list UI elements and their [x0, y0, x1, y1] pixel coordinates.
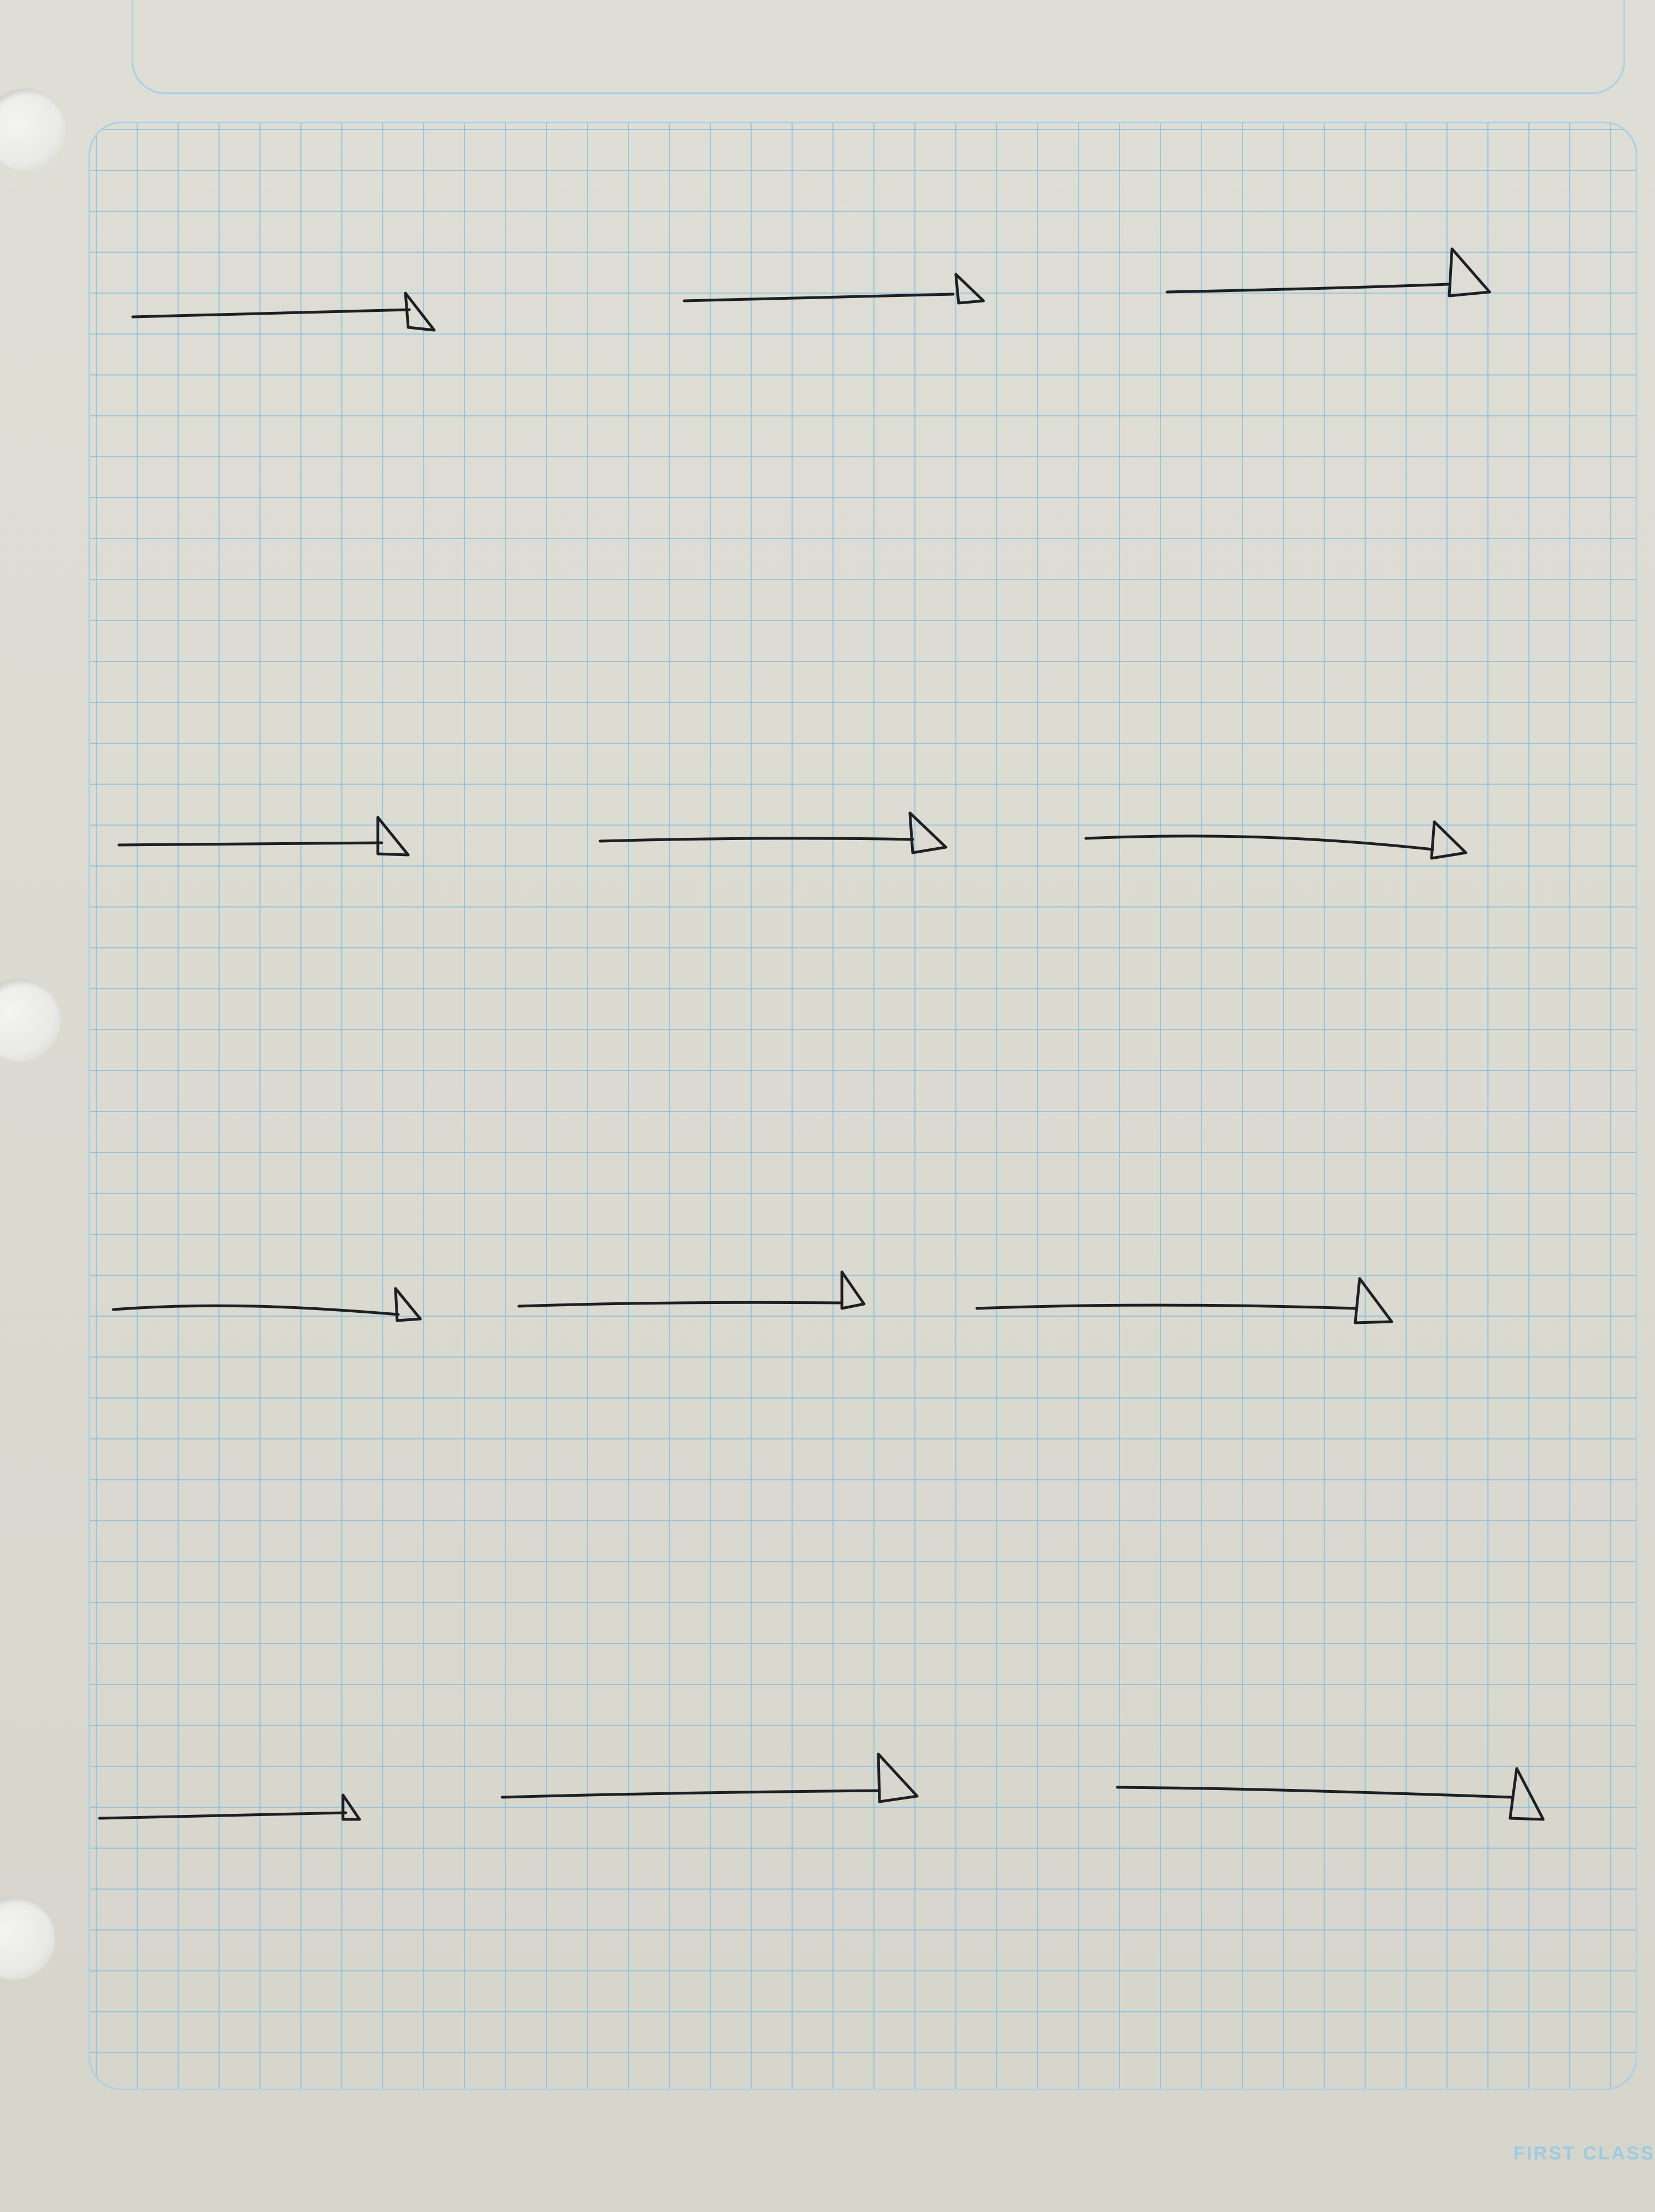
arrow-r3-c3 — [977, 1279, 1392, 1323]
arrow-r2-c3 — [1086, 822, 1466, 858]
brand-mark: FIRST CLASS — [1513, 2143, 1655, 2164]
arrow-r4-c1 — [100, 1795, 360, 1819]
arrow-r1-c3 — [1167, 249, 1490, 296]
arrow-r1-c2 — [684, 274, 983, 303]
arrow-r3-c2 — [519, 1272, 864, 1308]
arrow-r4-c2 — [502, 1754, 917, 1802]
arrow-r1-c1 — [133, 293, 434, 330]
arrow-r2-c1 — [119, 817, 408, 855]
arrow-r2-c2 — [600, 813, 946, 853]
arrow-r4-c3 — [1117, 1768, 1543, 1819]
arrow-r3-c1 — [113, 1288, 420, 1321]
